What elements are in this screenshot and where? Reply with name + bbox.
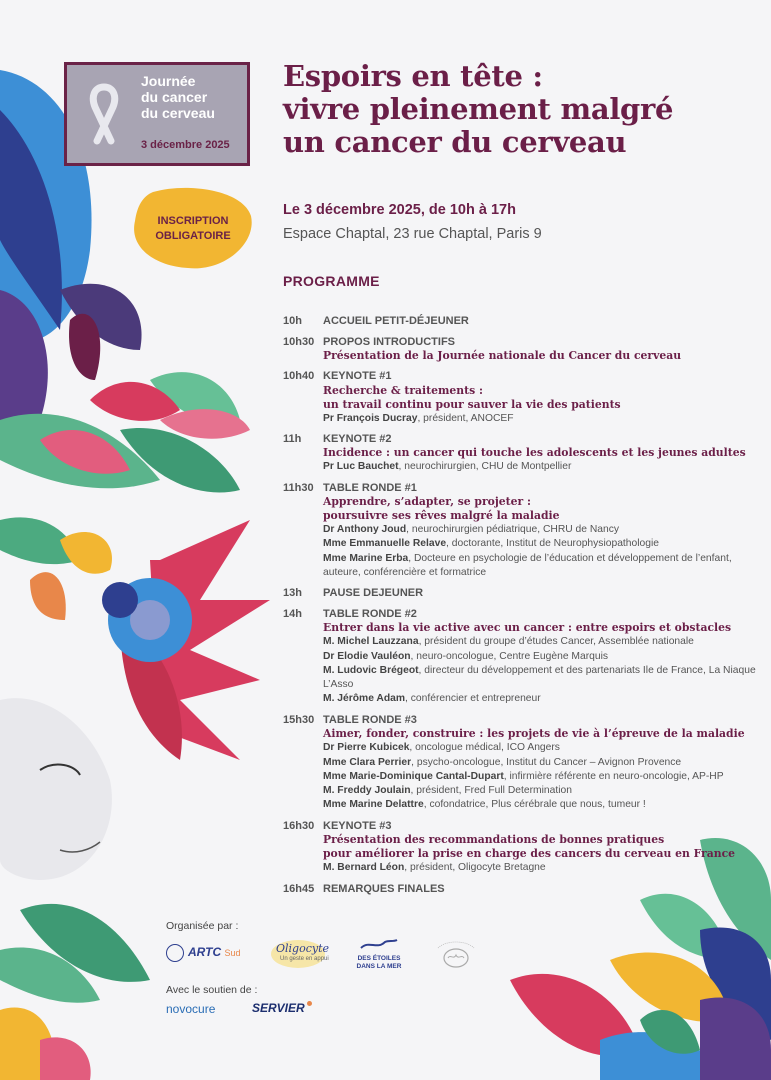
speaker-role: , neuro-oncologue, Centre Eugène Marquis xyxy=(410,650,609,662)
programme-session-subtitle: un travail continu pour sauver la vie des patients xyxy=(323,397,621,411)
artc-logo: ARTC Sud xyxy=(166,944,240,962)
programme-session-subtitle: Présentation des recommandations de bonnes pratiques xyxy=(323,833,665,847)
programme-time: 10h30 xyxy=(283,335,315,348)
event-venue: Espace Chaptal, 23 rue Chaptal, Paris 9 xyxy=(283,226,542,242)
programme-time: 10h xyxy=(283,315,302,327)
programme-session-title: REMARQUES FINALES xyxy=(323,882,445,895)
programme-time: 11h xyxy=(283,432,302,445)
orange-leaf xyxy=(30,572,66,620)
speaker-role: , psycho-oncologue, Institut du Cancer – Avignon Provence xyxy=(411,756,682,768)
programme-item xyxy=(283,586,763,601)
speaker-name: Mme Marine Delattre xyxy=(323,799,424,811)
programme-session-subtitle: Entrer dans la vie active avec un cancer : entre espoirs et obstacles xyxy=(323,621,732,635)
speaker xyxy=(323,460,763,474)
speaker-name: M. Freddy Joulain xyxy=(323,785,411,797)
speaker-role: , directeur du développement et des partenariats Ile de France, La Niaque L’Asso xyxy=(323,664,756,691)
programme-time: 16h45 xyxy=(283,882,315,895)
speaker xyxy=(323,650,763,664)
speaker-name: Mme Emmanuelle Relave xyxy=(323,538,447,550)
speaker-name: Pr François Ducray xyxy=(323,412,418,424)
programme-item xyxy=(283,369,763,426)
programme-list xyxy=(283,314,763,902)
speaker-name: Mme Marine Erba xyxy=(323,552,409,564)
speaker xyxy=(323,523,763,537)
programme-session-subtitle: Présentation de la Journée nationale du Cancer du cerveau xyxy=(323,349,682,362)
inscription-line-2: OBLIGATOIRE xyxy=(155,230,231,242)
programme-session-subtitle: Apprendre, s’adapter, se projeter : xyxy=(323,495,531,509)
programme-time: 15h30 xyxy=(283,713,315,726)
awareness-ribbon-icon xyxy=(79,79,129,149)
brain-icon xyxy=(434,938,478,972)
programme-session-title: KEYNOTE #2 xyxy=(323,432,392,445)
programme-time: 14h xyxy=(283,607,302,620)
programme-heading: PROGRAMME xyxy=(283,273,380,289)
programme-session-title: TABLE RONDE #1 xyxy=(323,481,417,494)
programme-session-subtitle: Incidence : un cancer qui touche les adolescents et les jeunes adultes xyxy=(323,446,746,460)
speaker-name: M. Jérôme Adam xyxy=(323,693,406,705)
programme-session-subtitle: Recherche & traitements : xyxy=(323,383,483,397)
speaker-name: Pr Luc Bauchet xyxy=(323,461,399,473)
programme-item xyxy=(283,819,763,876)
programme-time: 11h30 xyxy=(283,481,314,494)
speaker xyxy=(323,756,763,770)
speaker-name: M. Michel Lauzzana xyxy=(323,636,419,648)
speaker-role: , président, Oligocyte Bretagne xyxy=(404,862,546,874)
programme-time: 10h40 xyxy=(283,370,315,382)
programme-item xyxy=(283,432,763,475)
speaker-role: , doctorante, Institut de Neurophysiopathologie xyxy=(446,538,659,550)
etoiles-logo: DES ÉTOILES DANS LA MER xyxy=(355,938,403,971)
speaker-name: Mme Marie-Dominique Cantal-Dupart xyxy=(323,770,504,782)
speaker xyxy=(323,861,763,875)
event-badge xyxy=(64,62,250,166)
speaker-name: Mme Clara Perrier xyxy=(323,756,412,768)
speaker xyxy=(323,784,763,798)
programme-session-title: KEYNOTE #3 xyxy=(323,819,392,832)
programme-session-title: PROPOS INTRODUCTIFS xyxy=(323,335,456,348)
programme-time: 16h30 xyxy=(283,819,315,832)
speaker-name: Dr Pierre Kubicek xyxy=(323,742,410,754)
programme-session-title: ACCUEIL PETIT-DÉJEUNER xyxy=(323,315,469,327)
speaker-role: , neurochirurgien, CHU de Montpellier xyxy=(398,461,572,473)
speaker-role: , conférencier et entrepreneur xyxy=(405,693,541,705)
speaker xyxy=(323,664,763,693)
brain-logo xyxy=(434,938,478,977)
speaker-role: , cofondatrice, Plus cérébrale que nous, tumeur ! xyxy=(423,799,646,811)
speaker xyxy=(323,798,763,812)
wave-icon xyxy=(359,938,399,952)
programme-session-title: TABLE RONDE #2 xyxy=(323,607,417,620)
programme-item xyxy=(283,882,763,897)
organizers-label: Organisée par : xyxy=(166,920,239,932)
speaker xyxy=(323,741,763,755)
speaker-name: M. Ludovic Brégeot xyxy=(323,664,419,676)
programme-item xyxy=(283,713,763,813)
speaker-role: , président du groupe d’études Cancer, Assemblée nationale xyxy=(418,636,694,648)
plum-bottom-left xyxy=(40,1037,91,1080)
programme-item xyxy=(283,607,763,707)
programme-session-title: TABLE RONDE #3 xyxy=(323,713,417,726)
servier-logo: SERVIER xyxy=(252,1001,312,1015)
programme-session-subtitle: poursuivre ses rêves malgré la maladie xyxy=(323,509,560,523)
speaker-role: , neurochirurgien pédiatrique, CHRU de Nancy xyxy=(406,524,620,536)
speaker-name: Dr Anthony Joud xyxy=(323,524,407,536)
supporters-label: Avec le soutien de : xyxy=(166,984,258,996)
programme-session-subtitle: pour améliorer la prise en charge des cancers du cerveau en France xyxy=(323,847,736,861)
programme-item xyxy=(283,335,763,364)
speaker xyxy=(323,552,763,581)
speaker-role: , infirmière référente en neuro-oncologie, AP-HP xyxy=(503,770,724,782)
inscription-line-1: INSCRIPTION xyxy=(157,215,229,227)
programme-session-title: KEYNOTE #1 xyxy=(323,370,392,382)
badge-date: 3 décembre 2025 xyxy=(141,139,230,151)
speaker-role: , président, ANOCEF xyxy=(417,412,514,424)
programme-session-subtitle: Aimer, fonder, construire : les projets de vie à l’épreuve de la maladie xyxy=(323,727,745,741)
programme-time: 13h xyxy=(283,587,302,600)
speaker-role: , oncologue médical, ICO Angers xyxy=(409,742,560,754)
speaker xyxy=(323,770,763,784)
event-date: Le 3 décembre 2025, de 10h à 17h xyxy=(283,202,516,218)
plum-bud xyxy=(69,314,100,380)
programme-item xyxy=(283,314,763,329)
speaker xyxy=(323,635,763,649)
page-title: Espoirs en tête : vivre pleinement malgré un cancer du cerveau xyxy=(283,59,674,159)
speaker-role: , Docteure en psychologie de l’éducation et développement de l’enfant, auteure, conférencière et formatrice xyxy=(323,552,732,578)
speaker-name: Dr Elodie Vauléon xyxy=(323,650,411,662)
novocure-logo: novocure xyxy=(166,1002,216,1016)
navy-flower xyxy=(102,582,138,618)
face-outline xyxy=(0,698,112,880)
speaker-role: , président, Fred Full Determination xyxy=(410,785,572,797)
speaker xyxy=(323,537,763,551)
yellow-leaf xyxy=(60,532,112,574)
speaker xyxy=(323,692,763,706)
inscription-badge xyxy=(133,186,253,270)
badge-title: Journée du cancer du cerveau xyxy=(141,73,215,121)
programme-session-title: PAUSE DEJEUNER xyxy=(323,587,424,600)
programme-item xyxy=(283,481,763,581)
speaker xyxy=(323,412,763,426)
speaker-name: M. Bernard Léon xyxy=(323,862,405,874)
oligocyte-logo: Oligocyte Un geste en appui xyxy=(270,938,330,970)
